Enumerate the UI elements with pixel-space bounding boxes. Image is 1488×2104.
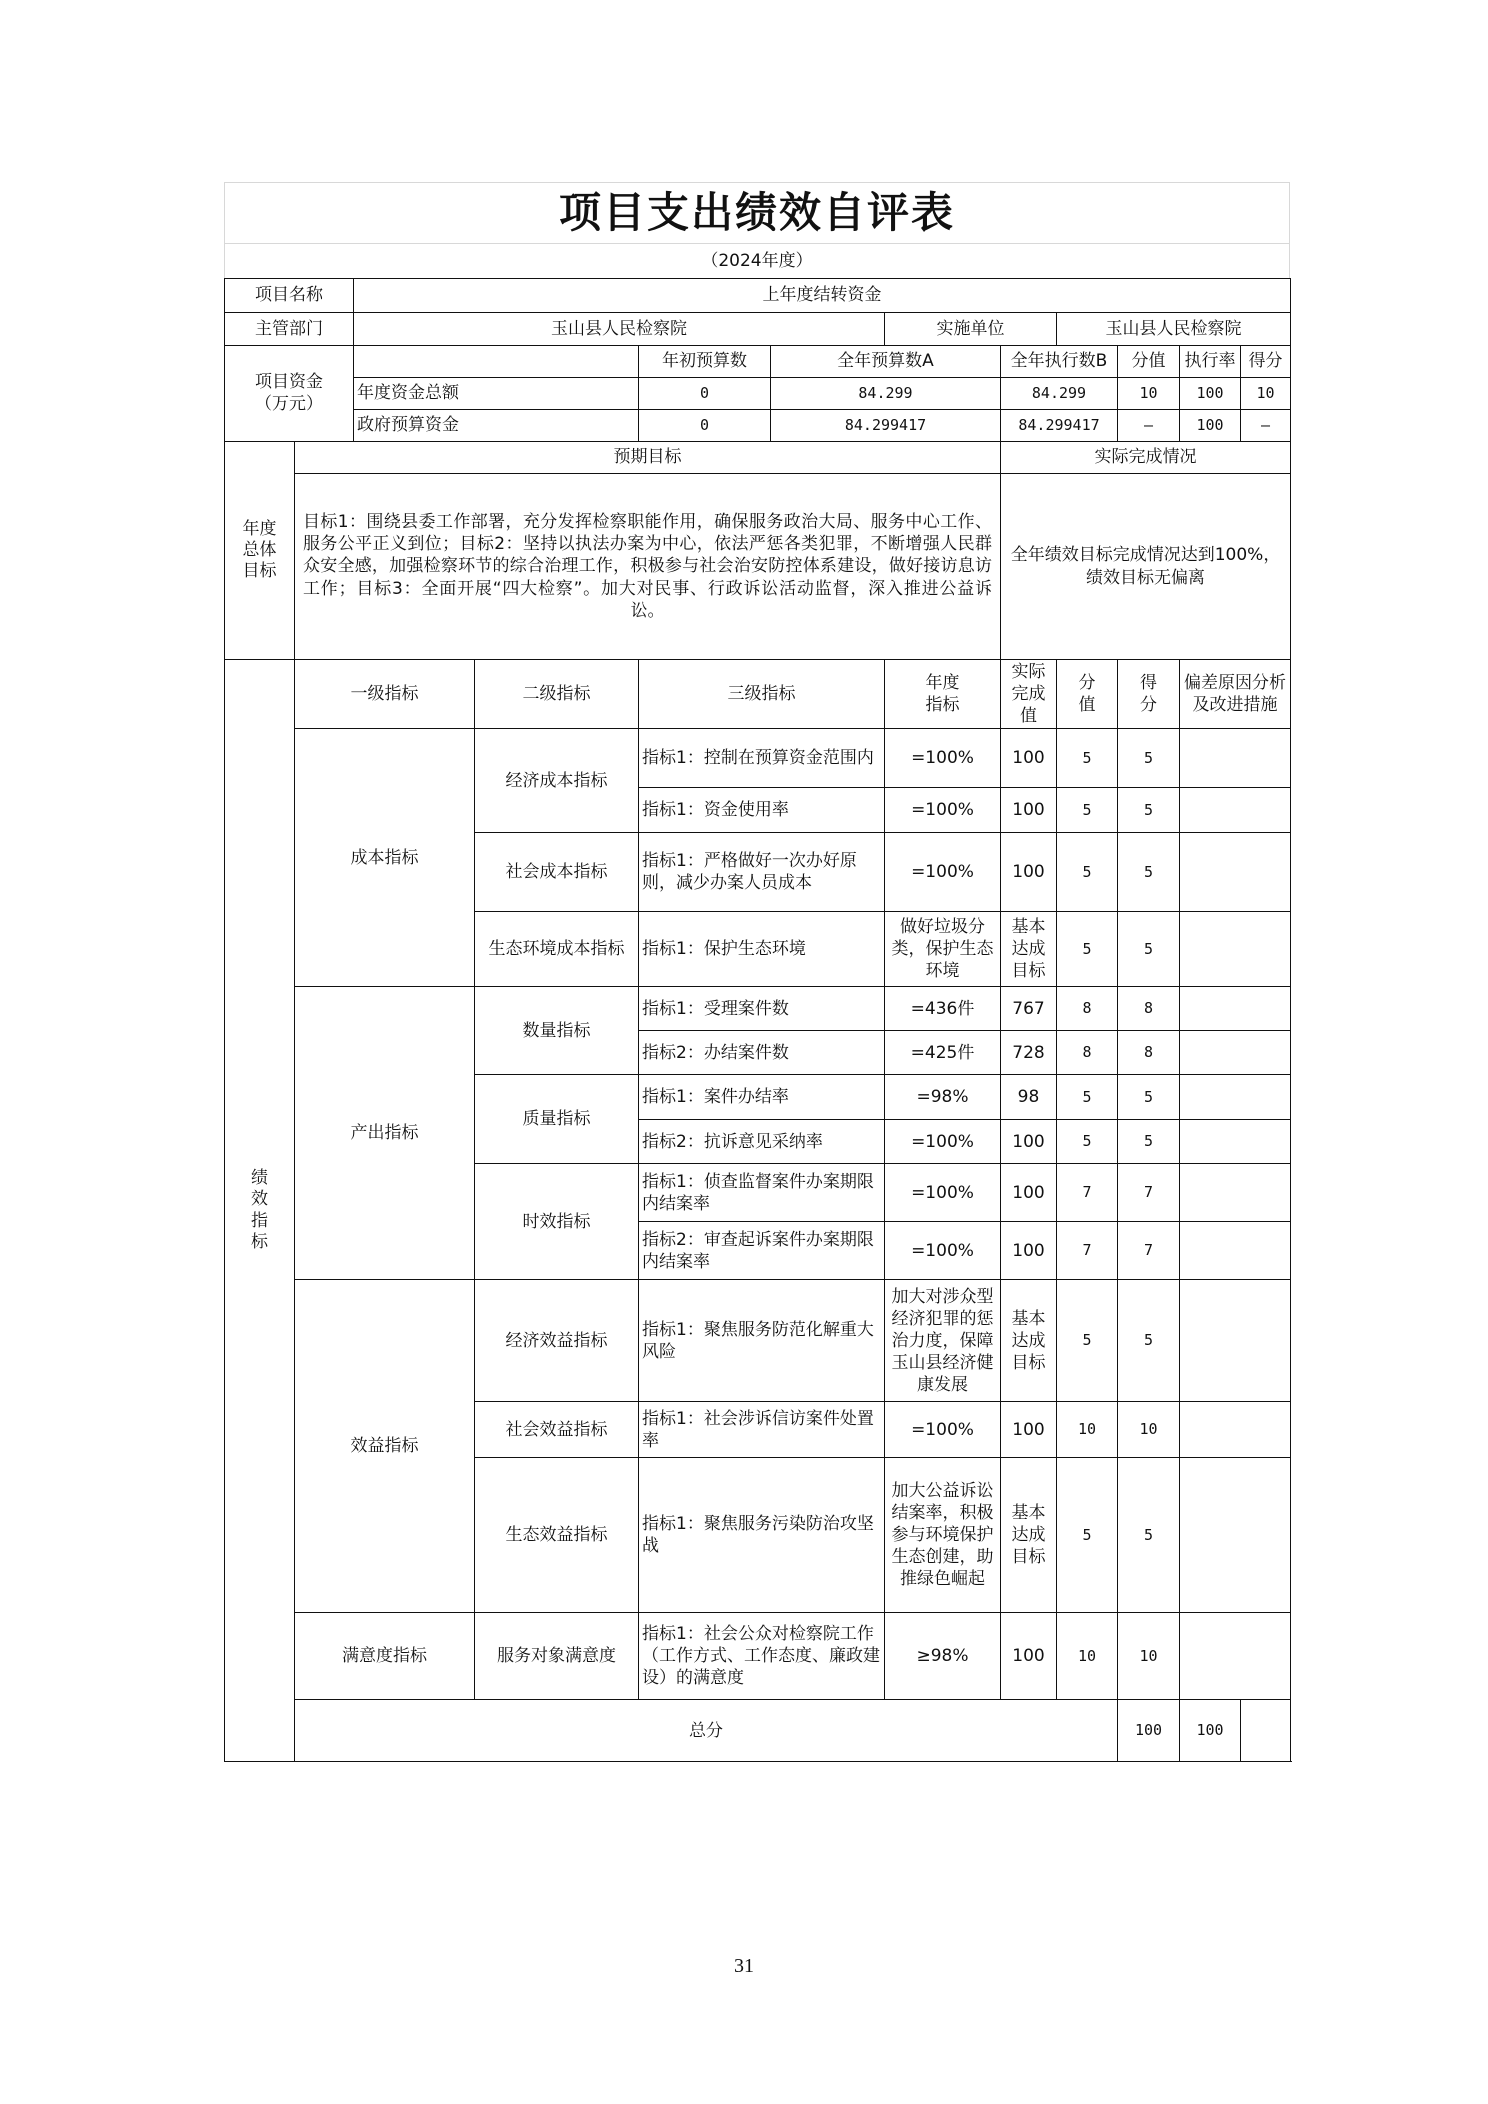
annual-target: =98% xyxy=(885,1075,1001,1120)
level1-indicator: 成本指标 xyxy=(295,729,475,987)
indicator-header: 实际 完成值 xyxy=(1001,660,1057,729)
score: 5 xyxy=(1118,729,1180,788)
level2-indicator: 社会成本指标 xyxy=(475,833,639,912)
total-label: 总分 xyxy=(295,1700,1118,1762)
annual-target: =100% xyxy=(885,833,1001,912)
total-blank xyxy=(1241,1700,1291,1762)
level2-indicator: 服务对象满意度 xyxy=(475,1613,639,1700)
score-value: 5 xyxy=(1057,1458,1118,1613)
score-value: 5 xyxy=(1057,788,1118,833)
deviation-analysis xyxy=(1180,729,1291,788)
level2-indicator: 生态环境成本指标 xyxy=(475,912,639,987)
funds-executed: 84.299417 xyxy=(1001,410,1118,442)
actual-result-text: 全年绩效目标完成情况达到100%，绩效目标无偏离 xyxy=(1001,474,1291,660)
expected-goal-header: 预期目标 xyxy=(295,442,1001,474)
annual-target: 做好垃圾分类，保护生态环境 xyxy=(885,912,1001,987)
level2-indicator: 生态效益指标 xyxy=(475,1458,639,1613)
actual-value: 767 xyxy=(1001,987,1057,1031)
level3-indicator: 指标1：侦查监督案件办案期限内结案率 xyxy=(639,1164,885,1222)
score: 5 xyxy=(1118,1280,1180,1402)
actual-value: 100 xyxy=(1001,1613,1057,1700)
score-value: 7 xyxy=(1057,1222,1118,1280)
funds-blank-header xyxy=(354,346,639,378)
annual-target: =100% xyxy=(885,1402,1001,1458)
indicator-header: 偏差原因分析 及改进措施 xyxy=(1180,660,1291,729)
annual-target: =436件 xyxy=(885,987,1001,1031)
indicator-header: 二级指标 xyxy=(475,660,639,729)
annual-target: =100% xyxy=(885,788,1001,833)
level2-indicator: 经济成本指标 xyxy=(475,729,639,833)
annual-target: ≥98% xyxy=(885,1613,1001,1700)
level1-indicator: 满意度指标 xyxy=(295,1613,475,1700)
deviation-analysis xyxy=(1180,1031,1291,1075)
funds-label: 项目资金 （万元） xyxy=(225,346,354,442)
actual-value: 基本达成目标 xyxy=(1001,1458,1057,1613)
year-subtitle: （2024年度） xyxy=(224,243,1290,278)
indicator-header: 分 值 xyxy=(1057,660,1118,729)
deviation-analysis xyxy=(1180,1458,1291,1613)
level3-indicator: 指标1：保护生态环境 xyxy=(639,912,885,987)
total-row xyxy=(225,1700,1291,1762)
funds-header: 得分 xyxy=(1241,346,1291,378)
score: 7 xyxy=(1118,1222,1180,1280)
page-number: 31 xyxy=(734,1955,754,1977)
indicator-header: 三级指标 xyxy=(639,660,885,729)
funds-rate: 100 xyxy=(1180,378,1241,410)
indicator-row xyxy=(225,987,1291,1031)
score-value: 10 xyxy=(1057,1402,1118,1458)
actual-value: 100 xyxy=(1001,1222,1057,1280)
evaluation-table xyxy=(224,278,1291,1762)
self-evaluation-sheet xyxy=(224,182,1290,1762)
level1-indicator: 产出指标 xyxy=(295,987,475,1280)
score-value: 5 xyxy=(1057,912,1118,987)
score-value: 5 xyxy=(1057,1075,1118,1120)
actual-value: 基本达成目标 xyxy=(1001,912,1057,987)
deviation-analysis xyxy=(1180,1613,1291,1700)
actual-value: 基本达成目标 xyxy=(1001,1280,1057,1402)
funds-score-value: 10 xyxy=(1118,378,1180,410)
annual-target: =100% xyxy=(885,729,1001,788)
actual-value: 98 xyxy=(1001,1075,1057,1120)
score-value: 7 xyxy=(1057,1164,1118,1222)
deviation-analysis xyxy=(1180,1075,1291,1120)
score-value: 5 xyxy=(1057,833,1118,912)
level2-indicator: 质量指标 xyxy=(475,1075,639,1164)
funds-header: 全年执行数B xyxy=(1001,346,1118,378)
actual-value: 100 xyxy=(1001,788,1057,833)
level3-indicator: 指标1：受理案件数 xyxy=(639,987,885,1031)
annual-target: =425件 xyxy=(885,1031,1001,1075)
funds-score: — xyxy=(1241,410,1291,442)
level3-indicator: 指标1：资金使用率 xyxy=(639,788,885,833)
dept-value: 玉山县人民检察院 xyxy=(354,313,885,346)
deviation-analysis xyxy=(1180,1280,1291,1402)
actual-value: 728 xyxy=(1001,1031,1057,1075)
level3-indicator: 指标1：社会涉诉信访案件处置率 xyxy=(639,1402,885,1458)
level3-indicator: 指标1：聚焦服务污染防治攻坚战 xyxy=(639,1458,885,1613)
score: 10 xyxy=(1118,1613,1180,1700)
annual-target: 加大对涉众型经济犯罪的惩治力度，保障玉山县经济健康发展 xyxy=(885,1280,1001,1402)
funds-rate: 100 xyxy=(1180,410,1241,442)
deviation-analysis xyxy=(1180,987,1291,1031)
deviation-analysis xyxy=(1180,912,1291,987)
level1-indicator: 效益指标 xyxy=(295,1280,475,1613)
score: 7 xyxy=(1118,1164,1180,1222)
score-value: 8 xyxy=(1057,987,1118,1031)
annual-target: =100% xyxy=(885,1164,1001,1222)
goals-label: 年度 总体 目标 xyxy=(225,442,295,660)
actual-value: 100 xyxy=(1001,1402,1057,1458)
indicator-row xyxy=(225,1613,1291,1700)
page-title: 项目支出绩效自评表 xyxy=(224,182,1290,243)
total-score: 100 xyxy=(1180,1700,1241,1762)
level3-indicator: 指标2：抗诉意见采纳率 xyxy=(639,1120,885,1164)
project-name-value: 上年度结转资金 xyxy=(354,279,1291,313)
funds-initial: 0 xyxy=(639,378,771,410)
score-value: 5 xyxy=(1057,729,1118,788)
level3-indicator: 指标2：审查起诉案件办案期限内结案率 xyxy=(639,1222,885,1280)
score-value: 8 xyxy=(1057,1031,1118,1075)
funds-header: 分值 xyxy=(1118,346,1180,378)
funds-header: 全年预算数A xyxy=(771,346,1001,378)
annual-target: =100% xyxy=(885,1120,1001,1164)
deviation-analysis xyxy=(1180,788,1291,833)
funds-budget: 84.299417 xyxy=(771,410,1001,442)
funds-header: 执行率 xyxy=(1180,346,1241,378)
level3-indicator: 指标1：聚焦服务防范化解重大风险 xyxy=(639,1280,885,1402)
score: 5 xyxy=(1118,1458,1180,1613)
score: 8 xyxy=(1118,1031,1180,1075)
score-value: 5 xyxy=(1057,1280,1118,1402)
funds-header: 年初预算数 xyxy=(639,346,771,378)
deviation-analysis xyxy=(1180,1164,1291,1222)
score: 5 xyxy=(1118,1120,1180,1164)
indicators-label: 绩 效 指 标 xyxy=(225,660,295,1762)
funds-row-name: 政府预算资金 xyxy=(354,410,639,442)
level3-indicator: 指标1：控制在预算资金范围内 xyxy=(639,729,885,788)
score: 8 xyxy=(1118,987,1180,1031)
actual-value: 100 xyxy=(1001,729,1057,788)
indicator-header: 得 分 xyxy=(1118,660,1180,729)
impl-label: 实施单位 xyxy=(885,313,1057,346)
indicator-row xyxy=(225,1280,1291,1402)
level2-indicator: 时效指标 xyxy=(475,1164,639,1280)
funds-row-name: 年度资金总额 xyxy=(354,378,639,410)
actual-value: 100 xyxy=(1001,833,1057,912)
deviation-analysis xyxy=(1180,1402,1291,1458)
level2-indicator: 社会效益指标 xyxy=(475,1402,639,1458)
level3-indicator: 指标2：办结案件数 xyxy=(639,1031,885,1075)
funds-score: 10 xyxy=(1241,378,1291,410)
score: 5 xyxy=(1118,833,1180,912)
score-value: 10 xyxy=(1057,1613,1118,1700)
funds-budget: 84.299 xyxy=(771,378,1001,410)
deviation-analysis xyxy=(1180,833,1291,912)
indicator-header: 年度 指标 xyxy=(885,660,1001,729)
project-name-label: 项目名称 xyxy=(225,279,354,313)
actual-value: 100 xyxy=(1001,1120,1057,1164)
deviation-analysis xyxy=(1180,1222,1291,1280)
annual-target: =100% xyxy=(885,1222,1001,1280)
actual-value: 100 xyxy=(1001,1164,1057,1222)
impl-value: 玉山县人民检察院 xyxy=(1057,313,1291,346)
indicator-header: 一级指标 xyxy=(295,660,475,729)
score: 5 xyxy=(1118,1075,1180,1120)
score: 5 xyxy=(1118,788,1180,833)
funds-score-value: — xyxy=(1118,410,1180,442)
actual-result-header: 实际完成情况 xyxy=(1001,442,1291,474)
level3-indicator: 指标1：社会公众对检察院工作（工作方式、工作态度、廉政建设）的满意度 xyxy=(639,1613,885,1700)
dept-label: 主管部门 xyxy=(225,313,354,346)
level3-indicator: 指标1：案件办结率 xyxy=(639,1075,885,1120)
score-value: 5 xyxy=(1057,1120,1118,1164)
score: 5 xyxy=(1118,912,1180,987)
funds-initial: 0 xyxy=(639,410,771,442)
expected-goal-text: 目标1：围绕县委工作部署，充分发挥检察职能作用，确保服务政治大局、服务中心工作、服务公平正义到位；目标2：坚持以执法办案为中心，依法严惩各类犯罪，不断增强人民群众安全感，加强检察环节的综合治理工作，积极参与社会治安防控体系建设，做好接访息访工作；目标3：全面开展“四大检察”。加大对民事、行政诉讼活动监督，深入推进公益诉讼。 xyxy=(295,474,1001,660)
score: 10 xyxy=(1118,1402,1180,1458)
annual-target: 加大公益诉讼结案率，积极参与环境保护生态创建，助推绿色崛起 xyxy=(885,1458,1001,1613)
level2-indicator: 数量指标 xyxy=(475,987,639,1075)
funds-executed: 84.299 xyxy=(1001,378,1118,410)
total-value: 100 xyxy=(1118,1700,1180,1762)
level3-indicator: 指标1：严格做好一次办好原则，减少办案人员成本 xyxy=(639,833,885,912)
level2-indicator: 经济效益指标 xyxy=(475,1280,639,1402)
indicator-row xyxy=(225,729,1291,788)
deviation-analysis xyxy=(1180,1120,1291,1164)
